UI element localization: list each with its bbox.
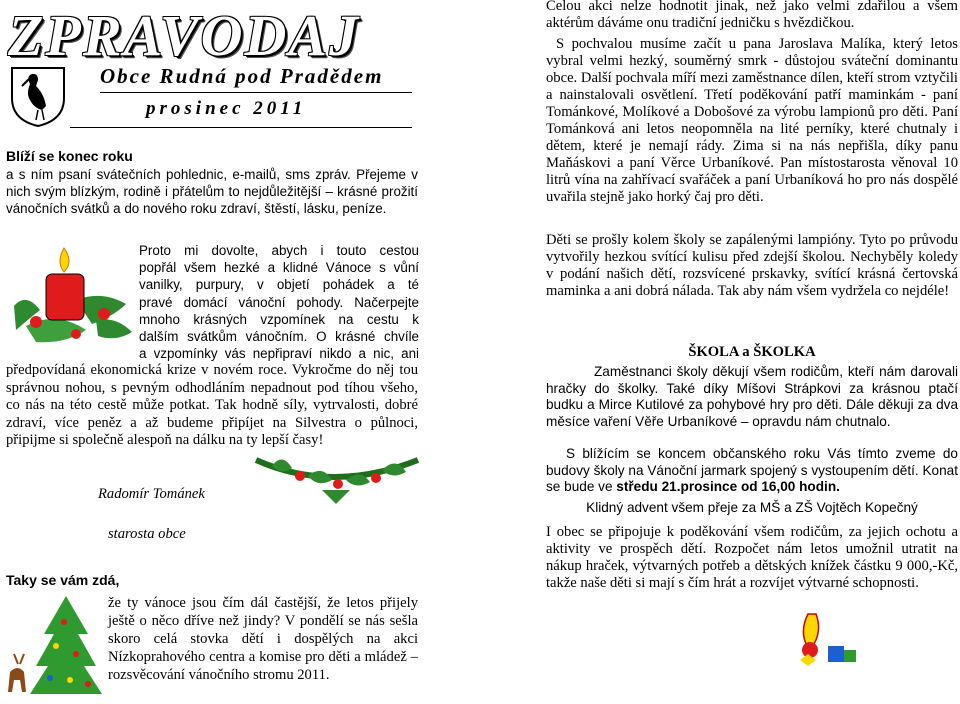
signature-name: Radomír Tománek <box>98 486 205 502</box>
wish-line: vanilky, purpury, v objetí pohádek a té <box>139 277 419 293</box>
christmas-tree-icon <box>4 594 104 700</box>
lantern-parade-paragraph: Děti se prošly kolem školy se zapálenými lampióny. Tyto po průvodu vytvořily hezkou svítící kulisu před zdejší školou. Nechyběly koledy v podání našich dětí, rozsvícené prskavky, svítící krásná čertovská maminka a ani dobrá nálada. Tak aby nám všem vydržela co nejdéle! <box>546 232 958 299</box>
divider <box>100 92 412 93</box>
school-thanks-paragraph: Zaměstnanci školy děkují všem rodičům, kteří nám darovali hračky do školky. Také díky Míšovi Strápkovi za krásnou ptačí budku a Mirce Kutilové za pohybové hry pro děti. Dále děkuji za dva měsíce vaření Věře Urbaníkové – opravdu nám chutnalo. <box>546 364 958 429</box>
event-rating-paragraph: Celou akci nelze hodnotit jinak, než jako velmi zdařilou a všem aktérům dáváme onu tradiční jedničku s hvězdičkou. <box>546 0 958 31</box>
divider <box>70 127 412 128</box>
invite-date: středu 21.prosince od 16,00 hodin. <box>616 479 840 494</box>
newsletter-title: ZPRAVODAJ <box>8 3 361 68</box>
lantern-event-paragraph: že ty vánoce jsou čím dál častější, že letos přijely ještě o něco dříve než jindy? V pondělí se nás sešla skoro celá stovka dětí i dospělých na akci Nízkoprahového centra a komise pro děti a mládež – rozsvěcování vánočního stromu 2011. <box>108 595 418 683</box>
school-invite-paragraph <box>546 446 958 496</box>
signature-role: starosta obce <box>108 526 186 542</box>
wish-line: mnoho krásných vzpomínek na cestu k <box>139 311 419 327</box>
section-heading: Blíží se konec roku <box>6 148 133 164</box>
municipality-support-paragraph: I obec se připojuje k poděkování všem rodičům, za jejich ochotu a aktivity ve prospěch dětí. Rozpočet nám letos umožnil utratit na nákup hraček, výtvarných potřeb a dětských knížek částku 9 000,-Kč, takže naše děti si mají s čím hrát a rozvíjet výtvarné schopnosti. <box>546 524 958 591</box>
invite-text: S blížícím se koncem občanského roku Vás tímto zveme do budovy školy na Vánoční jarmark spojený s vystoupením dětí. Konat se bude ve <box>546 446 958 494</box>
wish-line: popřál všem hezké a klidné Vánoce s vůní <box>139 260 419 276</box>
section-heading: Taky se vám zdá, <box>6 572 120 588</box>
coat-of-arms-icon <box>8 64 68 128</box>
wish-line: dalším svátkům vánočním. O krásné chvíle <box>139 329 419 345</box>
continuation-paragraph: předpovídaná ekonomická krize v novém roce. Vykročme do něj tou správnou nohou, s pevným odhodláním nepadnout pod tíhou všeho, co nás na této cestě může potkat. Tak hodně síly, vytrvalosti, dobré zdraví, více peněz a až budeme připíjet na Silvestra o půlnoci, připijme si společně alespoň na dálku na ty lepší časy! <box>6 362 418 449</box>
intro-paragraph: a s ním psaní svátečních pohlednic, e-mailů, sms zpráv. Přejeme v nich svým blízkým, rodině i přátelům to nejdůležitější – krásné prožití vánočních svátků a do nového roku zdraví, štěstí, lásku, peníze. <box>6 167 418 216</box>
thanks-paragraph: S pochvalou musíme začít u pana Jaroslava Malíka, který letos vybral velmi hezký, souměrný smrk - důstojou sváteční dominantu obce. Další pochvala míří mezi zaměstnance dílen, kteří strom vztyčili a nainstalovali osvětlení. Třetí poděkování patří maminkám - paní Tománkové, Molíkové a Dobošové za výrobu lampionů pro děti. Paní Tománková ani letos neopomněla na lité perníky, které chutnaly i dětem, které je nemají rády. Zima si na nás nepřišla, díky panu Maňáskovi a paní Věrce Urbaníkové. Pan místostarosta věnoval 10 litrů vína na zahřívací svařáček a paní Urbaníková ho pro nás dospělé uvařila stejně jako horký čaj pro děti. <box>546 36 958 205</box>
candle-wreath-icon <box>6 240 136 352</box>
municipality-name: Obce Rudná pod Pradědem <box>100 64 384 88</box>
toys-icon <box>788 610 864 672</box>
advent-wish: Klidný advent všem přeje za MŠ a ZŠ Vojtěch Kopečný <box>586 500 918 515</box>
holly-garland-icon <box>252 446 422 506</box>
wish-paragraph <box>139 242 419 362</box>
school-section-heading: ŠKOLA a ŠKOLKA <box>688 344 816 360</box>
issue-date: prosinec 2011 <box>146 98 307 119</box>
wish-line: a vzpomínky vás nepřipraví nikdo a nic, ani <box>139 346 419 362</box>
wish-line: pravé domácí vánoční pohody. Načerpejte <box>139 294 419 310</box>
wish-line: Proto mi dovolte, abych i touto cestou <box>139 243 419 258</box>
